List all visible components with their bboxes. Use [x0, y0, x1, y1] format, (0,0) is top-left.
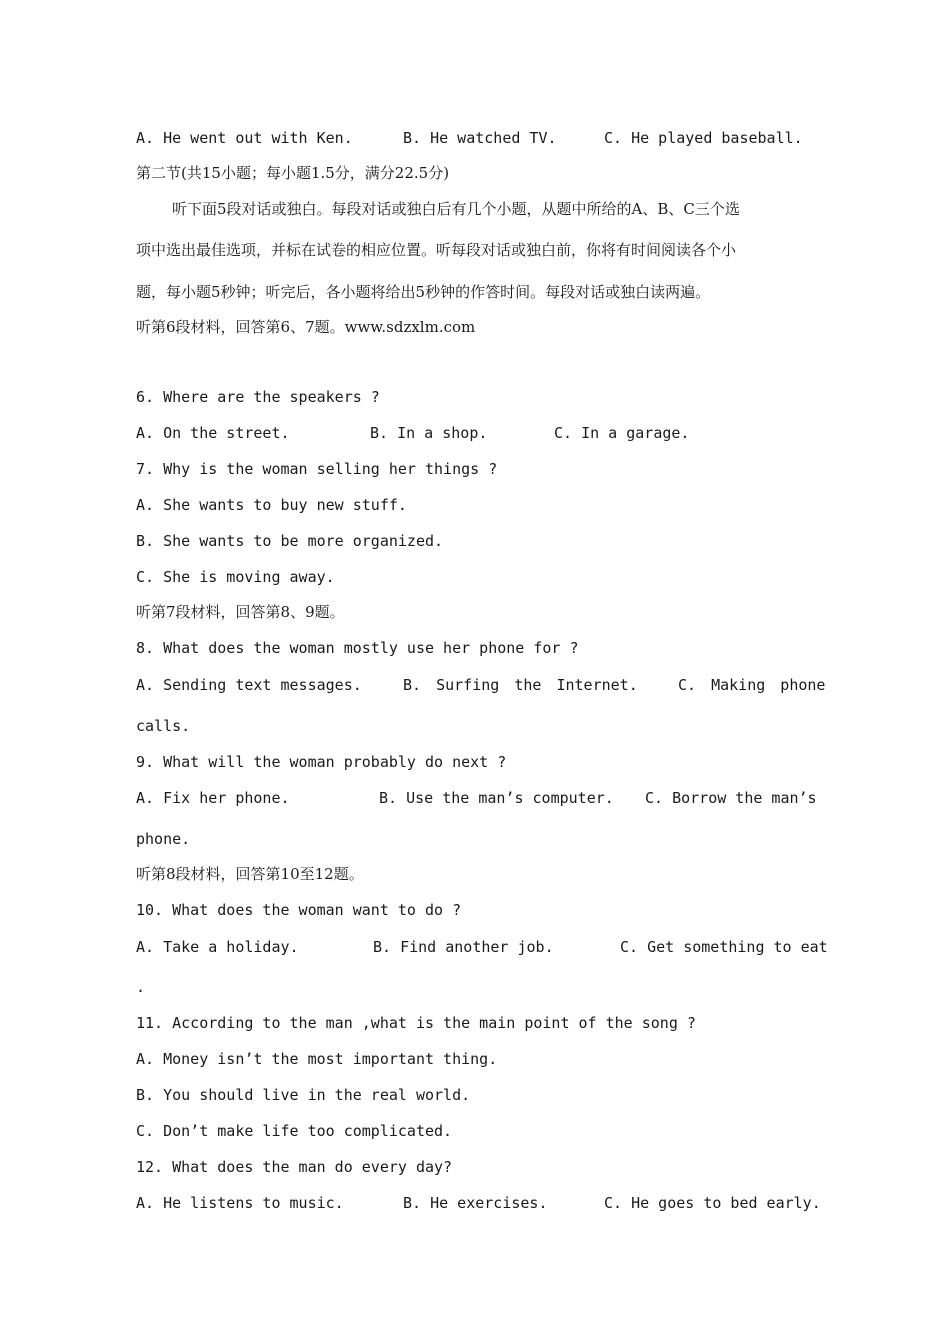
q11-option-b: B. You should live in the real world.: [136, 1086, 471, 1104]
q6-option-c: C. In a garage.: [554, 424, 690, 442]
section2-instructions-2: 项中选出最佳选项，并标在试卷的相应位置。听每段对话或独白前，你将有时间阅读各个小: [136, 241, 737, 259]
q7-option-c: C. She is moving away.: [136, 568, 335, 586]
q11-option-a: A. Money isn’t the most important thing.: [136, 1050, 498, 1068]
material7-heading: 听第7段材料，回答第8、9题。: [136, 603, 345, 621]
q5-option-a: A. He went out with Ken.: [136, 129, 353, 147]
q7-option-b: B. She wants to be more organized.: [136, 532, 444, 550]
q12-option-b: B. He exercises.: [403, 1194, 548, 1212]
q7-stem: 7. Why is the woman selling her things ?: [136, 460, 498, 478]
section2-instructions-1: 听下面5段对话或独白。每段对话或独白后有几个小题，从题中所给的A、B、C三个选: [172, 200, 740, 218]
q8-option-c: C. Making phone: [678, 676, 826, 694]
section2-heading: 第二节(共15小题；每小题1.5分，满分22.5分): [136, 164, 450, 182]
q5-option-c: C. He played baseball.: [604, 129, 803, 147]
q9-option-b: B. Use the man’s computer.: [379, 789, 614, 807]
q11-option-c: C. Don’t make life too complicated.: [136, 1122, 453, 1140]
q6-option-b: B. In a shop.: [370, 424, 488, 442]
material6-heading: 听第6段材料，回答第6、7题。www.sdzxlm.com: [136, 318, 476, 336]
q8-option-b: B. Surfing the Internet.: [403, 676, 638, 694]
q9-stem: 9. What will the woman probably do next ?: [136, 753, 507, 771]
q9-option-a: A. Fix her phone.: [136, 789, 290, 807]
q6-option-a: A. On the street.: [136, 424, 290, 442]
section2-instructions-3: 题，每小题5秒钟；听完后，各小题将给出5秒钟的作答时间。每段对话或独白读两遍。: [136, 283, 711, 301]
q9-option-c: C. Borrow the man’s: [645, 789, 817, 807]
q10-stem: 10. What does the woman want to do ?: [136, 901, 462, 919]
q11-stem: 11. According to the man ,what is the main point of the song ?: [136, 1014, 696, 1032]
q6-stem: 6. Where are the speakers ?: [136, 388, 380, 406]
q7-option-a: A. She wants to buy new stuff.: [136, 496, 407, 514]
q8-stem: 8. What does the woman mostly use her phone for ?: [136, 639, 579, 657]
material8-heading: 听第8段材料，回答第10至12题。: [136, 865, 364, 883]
q8-option-a: A. Sending text messages.: [136, 676, 362, 694]
q5-option-b: B. He watched TV.: [403, 129, 557, 147]
q10-option-b: B. Find another job.: [373, 938, 554, 956]
q12-stem: 12. What does the man do every day?: [136, 1158, 453, 1176]
q12-option-a: A. He listens to music.: [136, 1194, 344, 1212]
q10-option-a: A. Take a holiday.: [136, 938, 299, 956]
q8-option-c-continued: calls.: [136, 717, 191, 735]
q9-option-c-continued: phone.: [136, 830, 191, 848]
q10-option-c: C. Get something to eat: [620, 938, 828, 956]
q10-option-c-continued: .: [136, 978, 146, 996]
q12-option-c: C. He goes to bed early.: [604, 1194, 821, 1212]
